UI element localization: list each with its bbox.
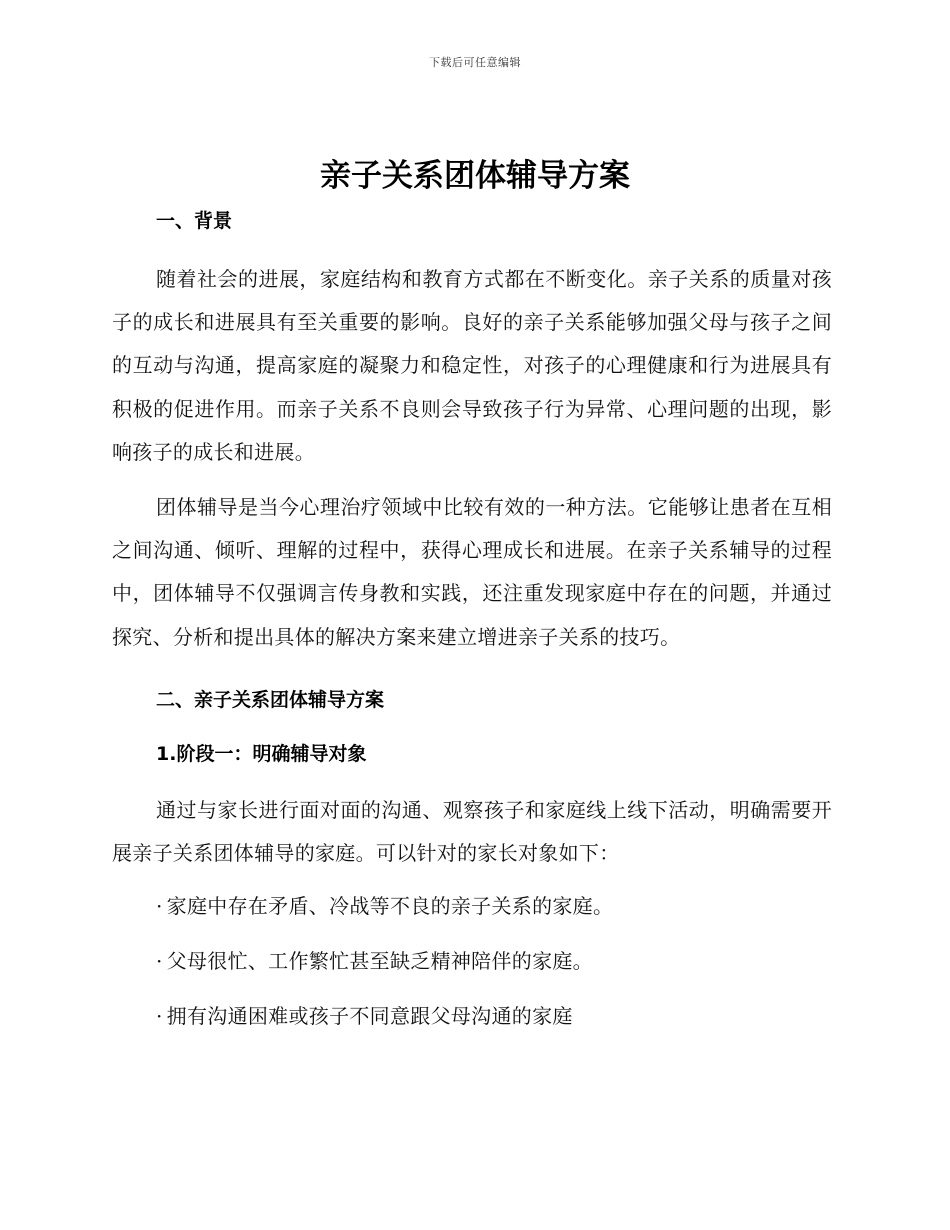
document-title: 亲子关系团体辅导方案 — [320, 158, 630, 194]
section-heading-stage1: 1.阶段一：明确辅导对象 — [156, 742, 367, 765]
bullet-marker: · — [156, 894, 163, 919]
header-note: 下载后可任意编辑 — [429, 56, 521, 69]
bullet-text: 父母很忙、工作繁忙甚至缺乏精神陪伴的家庭。 — [166, 949, 593, 974]
bullet-text: 拥有沟通困难或孩子不同意跟父母沟通的家庭 — [166, 1004, 573, 1029]
bullet-item-2 — [112, 946, 832, 976]
paragraph-stage1: 通过与家长进行面对面的沟通、观察孩子和家庭线上线下活动，明确需要开展亲子关系团体辅导的家庭。可以针对的家长对象如下： — [112, 797, 832, 866]
bullet-item-1 — [112, 891, 832, 921]
paragraph-background-1: 随着社会的进展，家庭结构和教育方式都在不断变化。亲子关系的质量对孩子的成长和进展具有至关重要的影响。良好的亲子关系能够加强父母与孩子之间的互动与沟通，提高家庭的凝聚力和稳定性，对孩子的心理健康和行为进展具有积极的促进作用。而亲子关系不良则会导致孩子行为异常、心理问题的出现，影响孩子的成长和进展。 — [112, 267, 832, 464]
section-heading-plan: 二、亲子关系团体辅导方案 — [156, 688, 385, 711]
bullet-item-3 — [112, 1001, 832, 1031]
bullet-text: 家庭中存在矛盾、冷战等不良的亲子关系的家庭。 — [166, 894, 614, 919]
bullet-marker: · — [156, 949, 163, 974]
document-body — [112, 206, 832, 1031]
bullet-marker: · — [156, 1004, 163, 1029]
section-heading-background: 一、背景 — [156, 210, 233, 232]
paragraph-background-2: 团体辅导是当今心理治疗领域中比较有效的一种方法。它能够让患者在互相之间沟通、倾听、理解的过程中，获得心理成长和进展。在亲子关系辅导的过程中，团体辅导不仅强调言传身教和实践，还注重发现家庭中存在的问题，并通过探究、分析和提出具体的解决方案来建立增进亲子关系的技巧。 — [112, 495, 832, 649]
